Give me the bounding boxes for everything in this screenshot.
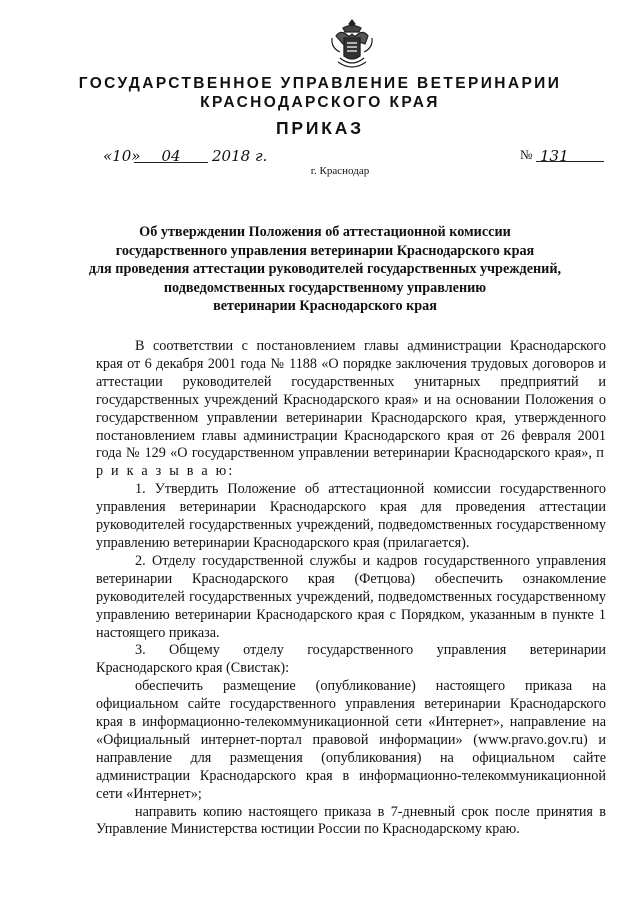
order-word: п р и к а з ы в а ю: [96,445,607,480]
order-subject [60,223,590,316]
item-2-paragraph: 2. Отделу государственной службы и кадров государственного управления ветеринарии Краснодарского края (Фетцова) обеспечить ознакомление руководителей государственных учреждений, подведомственных государственному управлению ветеринарии Краснодарского края с Порядком, указанным в пункте 1 настоящего приказа. [96,552,606,641]
subject-line: государственного управления ветеринарии Краснодарского края [115,242,535,259]
document-type-title: ПРИКАЗ [276,118,364,138]
date-day: «10» [103,147,141,165]
preamble-text: В соответствии с постановлением главы администрации Краснодарского края от 6 декабря 2001 года № 1188 «О порядке заключения трудовых договоров и аттестации руководителей государственных унитарных предприятий и государственных учреждений Краснодарского края» и на основании Положения о государственном управлении ветеринарии Краснодарского края, утвержденного постановлением главы администрации Краснодарского края от 26 февраля 2001 года № 129 «О государственном управлении ветеринарии Краснодарского края», [96,338,606,462]
item-1-paragraph: 1. Утвердить Положение об аттестационной комиссии государственного управления ветеринарии Краснодарского края для проведения аттестации руководителей государственных учреждений, подведомственных государственному управлению ветеринарии Краснодарского края (прилагается). [96,481,606,551]
date-month: 04 [134,147,208,163]
subject-line: Об утверждении Положения об аттестационной комиссии [139,224,511,240]
subject-line: для проведения аттестации руководителей государственных учреждений, [88,261,562,278]
organization-name-line2: КРАСНОДАРСКОГО КРАЯ [200,94,440,111]
item-3-paragraph: 3. Общему отделу государственного управления ветеринарии Краснодарского края (Свистак): [96,642,606,677]
order-body [96,338,606,839]
item-3a-paragraph: обеспечить размещение (опубликование) настоящего приказа на официальном сайте государственного управления ветеринарии Краснодарского края в информационно-телекоммуникационной сети «Интернет», направление на «Официальный интернет-портал правовой информации» (www.pravo.gov.ru) и направление для размещения (опубликования) на официальном сайте администрации Краснодарского края в информационно-телекоммуникационной сети «Интернет»; [96,678,606,802]
coat-of-arms-emblem [330,18,374,70]
number-value: 131 [536,147,604,162]
date-year: 2018 г. [212,147,268,165]
number-sign: № [520,147,533,162]
item-3b-paragraph: направить копию настоящего приказа в 7-дневный срок после принятия в Управление Министерства юстиции России по Краснодарскому краю. [96,803,606,838]
subject-line: ветеринарии Краснодарского края [213,298,437,315]
organization-name-line1: ГОСУДАРСТВЕННОЕ УПРАВЛЕНИЕ ВЕТЕРИНАРИИ [78,75,562,92]
preamble-paragraph [96,338,606,481]
subject-line: подведомственных государственному управлению [163,279,487,296]
issue-city: г. Краснодар [310,165,370,177]
